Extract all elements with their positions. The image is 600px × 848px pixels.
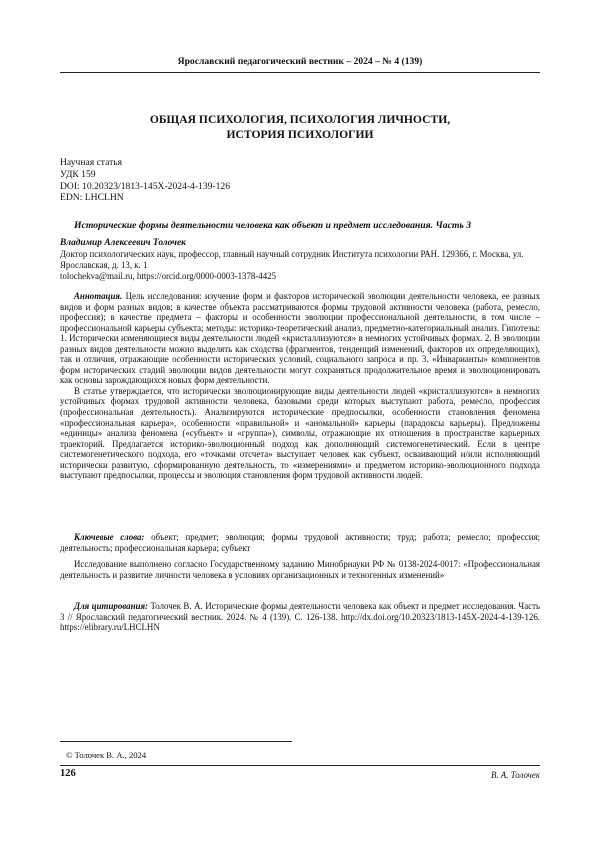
abstract-text: Цель исследования: изучение форм и факторов исторической эволюции деятельности человека, ее разных видов и форм разных видов; в качестве объекта рассматриваются формы трудовой активности человека (работа, ремесло, профессия); в качестве предмета – факторы и особенности эволюции профессиональной деятельности, в том числе – профессиональной карьеры субъекта; методы: историко-теоретический анализ, предметно-категориальный анализ. Гипотезы: 1. Исторически изменяющиеся виды деятельности людей «кристаллизуются» в немногих устойчивых формах. 2. В эволюции разных видов деятельности можно выделять как сходства (фрагментов, тенденций изменений, факторов их определяющих), так и отличия, отражающие особенности исторических условий, социального запроса и пр. 3. «Инварианты» компонентов форм исторических стадий эволюции видов деятельности могут сохраняться продолжительное время и эволюционировать как основы зарождающихся новых форм деятельности. <box>60 291 541 386</box>
udk-code: УДК 159 <box>60 168 96 180</box>
citation-text: Толочек В. А. Исторические формы деятельности человека как объект и предмет исследования. Часть 3 // Ярославский педагогический вестник. 2024. № 4 (139). С. 126-138. http://dx.doi.org/10.20323/1813-145X-2024-4-139-126. https://elibrary.ru/LHCLHN <box>60 601 541 632</box>
citation-label: Для цитирования: <box>74 601 149 611</box>
section-title <box>60 113 540 142</box>
doi: DOI: 10.20323/1813-145X-2024-4-139-126 <box>60 180 231 192</box>
running-head: Ярославский педагогический вестник – 2024 – № 4 (139) <box>177 56 423 67</box>
edn: EDN: LHCLHN <box>60 192 124 204</box>
keywords-label: Ключевые слова: <box>74 532 145 542</box>
keywords-text: объект; предмет; эволюция; формы трудовой активности; труд; работа; ремесло; профессия; деятельность; профессиональная карьера; субъект <box>60 532 540 553</box>
section-title-line: ИСТОРИЯ ПСИХОЛОГИИ <box>226 127 374 141</box>
page-number: 126 <box>60 768 76 779</box>
footnote-divider <box>60 741 292 742</box>
author-affiliation: Доктор психологических наук, профессор, главный научный сотрудник Института психологии РАН. 129366, г. Москва, ул. Ярославская, д. 13, к. 1 <box>60 249 524 270</box>
funding-note: Исследование выполнено согласно Государственному заданию Минобрнауки РФ № 0138-2024-0017: «Профессиональная деятельность и развитие личности человека в условиях организационных и техногенных изменений» <box>60 559 540 580</box>
footer-author: В. А. Толочек <box>490 770 540 780</box>
abstract <box>60 291 540 481</box>
article-title: Исторические формы деятельности человека как объект и предмет исследования. Часть 3 <box>74 220 472 231</box>
keywords <box>60 532 540 553</box>
abstract-paragraph: В статье утверждается, что исторически эволюционирующие виды деятельности людей «кристаллизуются» в немногих устойчивых формах трудовой активности человека, базовыми среди которых выступают работа, ремесло, профессия (профессиональная деятельность). Анализируются исторические предпосылки, особенности становления феномена «профессиональная карьера», особенности «правильной» и «аномальной» карьеры (парадоксы карьеры). Предложены «единицы» анализа феномена («субъект» и «группа»), символы, отражающие их отношения в пространстве карьерных траекторий. Предлагается историко-эволюционный подход как дополняющий системогенетический. Если в центре системогенетического подхода, его «точками отсчета» выступает человек как субъект, осваивающий и/или исполняющий исторически развитую, сформированную деятельность, то «измерениями» и предметом историко-эволюционного подхода выступают предпосылки, процессы и эволюция становления форм трудовой активности людей. <box>60 385 540 481</box>
author-block <box>60 238 540 282</box>
copyright: © Толочек В. А., 2024 <box>66 750 147 760</box>
header-divider <box>60 72 540 73</box>
abstract-paragraph <box>60 291 540 386</box>
article-meta <box>60 157 230 204</box>
section-title-line: ОБЩАЯ ПСИХОЛОГИЯ, ПСИХОЛОГИЯ ЛИЧНОСТИ, <box>149 113 451 126</box>
citation <box>60 601 540 633</box>
abstract-label: Аннотация. <box>74 291 123 301</box>
footer-divider <box>60 765 540 766</box>
author-name: Владимир Алексеевич Толочек <box>60 238 186 248</box>
article-type: Научная статья <box>60 157 123 168</box>
author-contacts: tolochekva@mail.ru, https://orcid.org/0000-0003-1378-4425 <box>60 271 277 281</box>
